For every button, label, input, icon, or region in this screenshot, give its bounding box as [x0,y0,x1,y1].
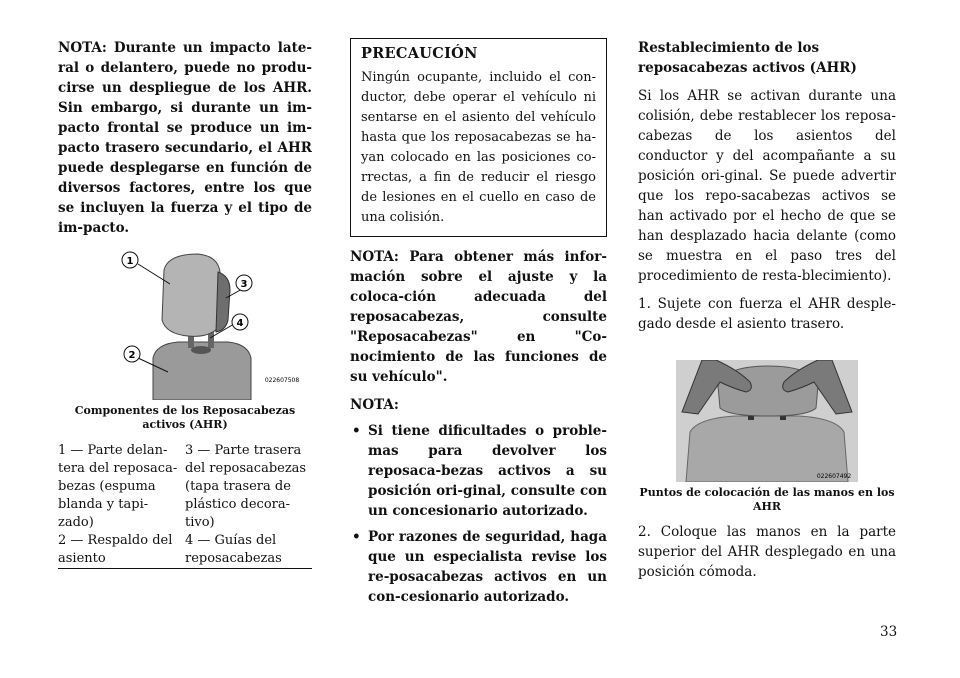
impact-note: NOTA: Durante un impacto late-ral o delantero, puede no produ-cirse un despliegue de los AHR. Sin embargo, si durante un im-pacto frontal se produce un im-pacto trasero secundario, el AHR puede desplegarse en función de diversos factores, entre los que se incluyen la fuerza y el tipo de im-pacto. [58,40,312,236]
bullet-icon: • [352,423,361,439]
caution-title: PRECAUCIÓN [361,45,478,62]
middle-column [350,38,607,613]
right-column [638,38,896,582]
svg-text:3: 3 [240,279,248,290]
legend-row [58,532,312,569]
note-bullets [350,421,607,607]
callout-1 [122,252,138,268]
figure-caption: Componentes de los Reposacabezas activos (AHR) [74,404,296,431]
caution-text: Ningún ocupante, incluido el con-ductor, debe operar el vehículo ni sentarse en el asiento del vehículo hasta que los reposacabezas se ha-yan colocado en las posiciones co-rrectas, a fin de reducir el riesgo de lesiones en el cuello en caso de una colisión. [361,70,596,225]
legend-row [58,442,312,532]
note-label: NOTA: [350,397,399,413]
section-heading: Restablecimiento de los reposacabezas activos (AHR) [638,40,857,76]
list-item: • Por razones de seguridad, haga que un especialista revise los re-posacabezas activos en un con-cesionario autorizado. [352,529,607,605]
hand-placement-image [676,360,858,482]
bullet-icon: • [352,529,361,545]
info-note: NOTA: Para obtener más infor-mación sobre el ajuste y la coloca-ción adecuada del reposacabezas, consulte "Reposacabezas" en "Co-nocimiento de las funciones de su vehículo". [350,249,607,385]
page-number: 33 [880,624,898,640]
list-item: • Si tiene dificultades o proble-mas para devolver los reposaca-bezas activos a su posición ori-ginal, consulte con un concesionario autorizado. [352,423,607,519]
reset-paragraph: Si los AHR se activan durante una colisión, debe restablecer los reposa-cabezas de los asientos del conductor y del acompañante a su posición ori-ginal. Se puede advertir que los repo-sacabezas activos se han activado por el hecho de que se han desplazado hacia delante (como se muestra en el paso tres del procedimiento de resta-blecimiento). [638,88,896,284]
callout-3 [236,275,252,291]
svg-text:4: 4 [236,318,244,329]
step-2: 2. Coloque las manos en la parte superior del AHR desplegado en una posición cómoda. [638,524,896,580]
headrest-components-figure [58,250,312,400]
svg-text:2: 2 [128,350,136,361]
step-1: 1. Sujete con fuerza el AHR desple-gado desde el asiento trasero. [638,296,896,332]
callout-4 [232,314,248,330]
figure-code: 022607492 [816,473,852,480]
legend-item-1: 1 — Parte delan-tera del reposaca-bezas (espuma blanda y tapi-zado) [58,443,178,530]
legend-item-2: 2 — Respaldo del asiento [58,533,173,566]
figure-caption: Puntos de colocación de las manos en los AHR [639,486,895,513]
left-column [58,38,312,569]
legend-item-4: 4 — Guías del reposacabezas [185,533,282,566]
svg-text:1: 1 [126,256,134,267]
hand-placement-figure [676,360,858,482]
figure-code: 022607508 [264,377,300,384]
legend-table [58,442,312,569]
headrest-diagram [58,250,312,400]
legend-item-3: 3 — Parte trasera del reposacabezas (tapa trasera de plástico decora-tivo) [185,443,307,530]
callout-2 [124,346,140,362]
caution-box [350,38,607,237]
